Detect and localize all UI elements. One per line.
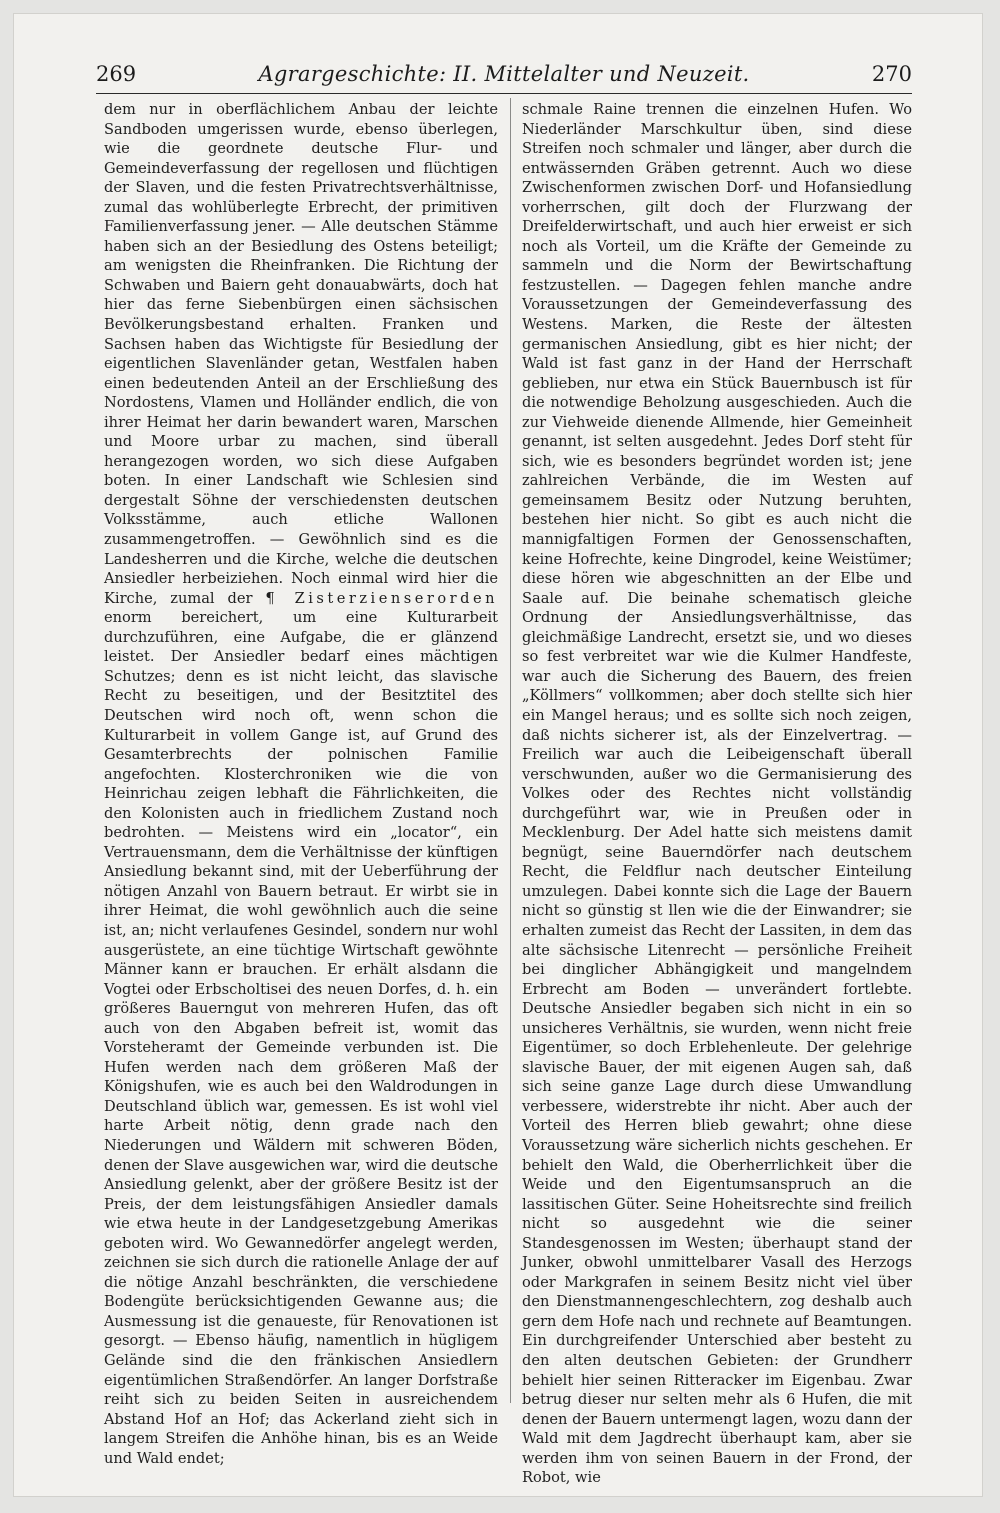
- left-column-text-part-1: dem nur in oberflächlichem Anbau der leichte Sandboden umgerissen wurde, ebenso überlegen, wie die geordnete deutsche Flur- und Gemeindeverfassung der regellosen und flüchtigen der Slaven, und die festen Privatrechtsverhältnisse, zumal das wohlüberlegte Erbrecht, der primitiven Familienverfassung jener. — Alle deutschen Stämme haben sich an der Besiedlung des Ostens beteiligt; am wenigsten die Rheinfranken. Die Richtung der Schwaben und Baiern geht donauabwärts, doch hat hier das ferne Siebenbürgen einen sächsischen Bevölkerungsbestand erhalten. Franken und Sachsen haben das Wichtigste für Besiedlung der eigentlichen Slavenländer getan, Westfalen haben einen bedeutenden Anteil an der Erschließung des Nordostens, Vlamen und Holländer endlich, die von ihrer Heimat her darin bewandert waren, Marschen und Moore urbar zu machen, sind überall herangezogen worden, wo sich diese Aufgaben boten. In einer Landschaft wie Schlesien sind dergestalt Söhne der verschiedensten deutschen Volksstämme, auch etliche Wallonen zusammengetroffen. — Gewöhnlich sind es die Landesherren und die Kirche, welche die deutschen Ansiedler herbeiziehen. Noch einmal wird hier die Kirche, zumal der: [104, 101, 498, 607]
- running-title: Agrargeschichte: II. Mittelalter und Neuzeit.: [258, 62, 750, 86]
- page-number-right: 270: [871, 62, 912, 86]
- page-number-left: 269: [96, 62, 137, 86]
- left-column-paragraph: [104, 100, 498, 1468]
- column-divider: [510, 98, 511, 1403]
- right-column-paragraph: schmale Raine trennen die einzelnen Hufen. Wo Niederländer Marschkultur üben, sind diese Streifen noch schmaler und länger, aber durch die entwässernden Gräben getrennt. Auch wo diese Zwischenformen zwischen Dorf- und Hofansiedlung vorherrschen, gilt doch der Flurzwang der Dreifelderwirtschaft, und auch hier erweist er sich noch als Vorteil, um die Kräfte der Gemeinde zu sammeln und die Norm der Bewirtschaftung festzustellen. — Dagegen fehlen manche andre Voraussetzungen der Gemeindeverfassung des Westens. Marken, die Reste der ältesten germanischen Ansiedlung, gibt es hier nicht; der Wald ist fast ganz in der Hand der Herrschaft geblieben, nur etwa ein Stück Bauernbusch ist für die notwendige Beholzung ausgeschieden. Auch die zur Viehweide dienende Allmende, hier Gemeinheit genannt, ist selten ausgedehnt. Jedes Dorf steht für sich, wie es besonders begründet worden ist; jene zahlreichen Verbände, die im Westen auf gemeinsamem Besitz oder Nutzung beruhten, bestehen hier nicht. So gibt es auch nicht die mannigfaltigen Formen der Genossenschaften, keine Hofrechte, keine Dingrodel, keine Weistümer; diese hören wie abgeschnitten an der Elbe und Saale auf. Die beinahe schematisch gleiche Ordnung der Ansiedlungsverhältnisse, das gleichmäßige Landrecht, ersetzt sie, und wo dieses so fest verbreitet war wie die Kulmer Handfeste, war auch die Sicherung des Bauern, des freien „Köllmers“ vollkommen; aber doch stellte sich hier ein Mangel heraus; und es sollte sich noch zeigen, daß nichts sicherer ist, als der Einzelvertrag. — Freilich war auch die Leibeigenschaft überall verschwunden, außer wo die Germanisierung des Volkes oder des Rechtes nicht vollständig durchgeführt war, wie in Preußen oder in Mecklenburg. Der Adel hatte sich meistens damit begnügt, seine Bauerndörfer nach deutschem Recht, die Feldflur nach deutscher Einteilung umzulegen. Dabei konnte sich die Lage der Bauern nicht so günstig st llen wie die der Einwandrer; sie erhalten zumeist das Recht der Lassiten, in dem das alte sächsische Litenrecht — persönliche Freiheit bei dinglicher Abhängigkeit und mangelndem Erbrecht am Boden — unverändert fortlebte. Deutsche Ansiedler begaben sich nicht in ein so unsicheres Verhältnis, sie wurden, wenn nicht freie Eigentümer, so doch Erblehenleute. Der gelehrige slavische Bauer, der mit eigenen Augen sah, daß sich seine ganze Lage durch diese Umwandlung verbessere, widerstrebte ihr nicht. Aber auch der Vorteil des Herren blieb gewahrt; ohne diese Voraussetzung wäre sicherlich nichts geschehen. Er behielt den Wald, die Oberherrlichkeit über die Weide und den Eigentumsanspruch an die lassitischen Güter. Seine Hoheitsrechte sind freilich nicht so ausgedehnt wie die seiner Standesgenossen im Westen; überhaupt stand der Junker, obwohl unmittelbarer Vasall des Herzogs oder Markgrafen in seinem Besitz nicht viel über den Dienstmannengeschlechtern, zog deshalb auch gern dem Hofe nach und rechnete auf Beamtungen. Ein durchgreifender Unterschied aber besteht zu den alten deutschen Gebieten: der Grundherr behielt hier seinen Ritteracker im Eigenbau. Zwar betrug dieser nur selten mehr als 6 Hufen, die mit denen der Bauern untermengt lagen, wozu dann der Wald mit dem Jagdrecht überhaupt kam, aber sie werden ihm von seinen Bauern in der Frond, der Robot, wie: [522, 101, 912, 1487]
- left-column: [104, 100, 498, 1467]
- header-rule: [96, 93, 912, 94]
- right-column: [522, 100, 912, 1487]
- page-header: [96, 58, 912, 92]
- left-column-text-part-2: enorm bereichert, um eine Kulturarbeit durchzuführen, eine Aufgabe, die er glänzend leistet. Der Ansiedler bedarf eines mächtigen Schutzes; denn es ist nicht leicht, das slavische Recht zu beseitigen, und der Besitztitel des Deutschen wird noch oft, wenn schon die Kulturarbeit in vollem Gange ist, auf Grund des Gesamterbrechts der polnischen Familie angefochten. Klosterchroniken wie die von Heinrichau zeigen lebhaft die Fährlichkeiten, die den Kolonisten auch in friedlichem Zustand noch bedrohten. — Meistens wird ein „locator“, ein Vertrauensmann, dem die Verhältnisse der künftigen Ansiedlung bekannt sind, mit der Ueberführung der nötigen Anzahl von Bauern betraut. Er wirbt sie in ihrer Heimat, die wohl gewöhnlich auch die seine ist, an; nicht verlaufenes Gesindel, sondern nur wohl ausgerüstete, an eine tüchtige Wirtschaft gewöhnte Männer kann er brauchen. Er erhält alsdann die Vogtei oder Erbscholtisei des neuen Dorfes, d. h. ein größeres Bauerngut von mehreren Hufen, das oft auch von den Abgaben befreit ist, womit das Vorsteheramt der Gemeinde verbunden ist. Die Hufen werden nach dem größeren Maß der Königshufen, wie es auch bei den Waldrodungen in Deutschland üblich war, gemessen. Es ist wohl viel harte Arbeit nötig, denn grade nach den Niederungen und Wäldern mit schweren Böden, denen der Slave ausgewichen war, wird die deutsche Ansiedlung gelenkt, aber der größere Besitz ist der Preis, der dem leistungsfähigen Ansiedler damals wie etwa heute in der Landgesetzgebung Amerikas geboten wird. Wo Gewannedörfer angelegt werden, zeichnen sie sich durch die rationelle Anlage der auf die nötige Anzahl beschränkten, die verschiedene Bodengüte berücksichtigenden Gewanne aus; die Ausmessung ist die genaueste, für Renovationen ist gesorgt. — Ebenso häufig, namentlich in hügligem Gelände sind die den fränkischen Ansiedlern eigentümlichen Straßendörfer. An langer Dorfstraße reiht sich zu beiden Seiten in ausreichendem Abstand Hof an Hof; das Ackerland zieht sich in langem Streifen die Anhöhe hinan, bis es an Weide und Wald endet;: [104, 609, 498, 1467]
- cross-reference-zisterzienserorden[interactable]: ¶ Zisterzienserorden: [265, 589, 498, 607]
